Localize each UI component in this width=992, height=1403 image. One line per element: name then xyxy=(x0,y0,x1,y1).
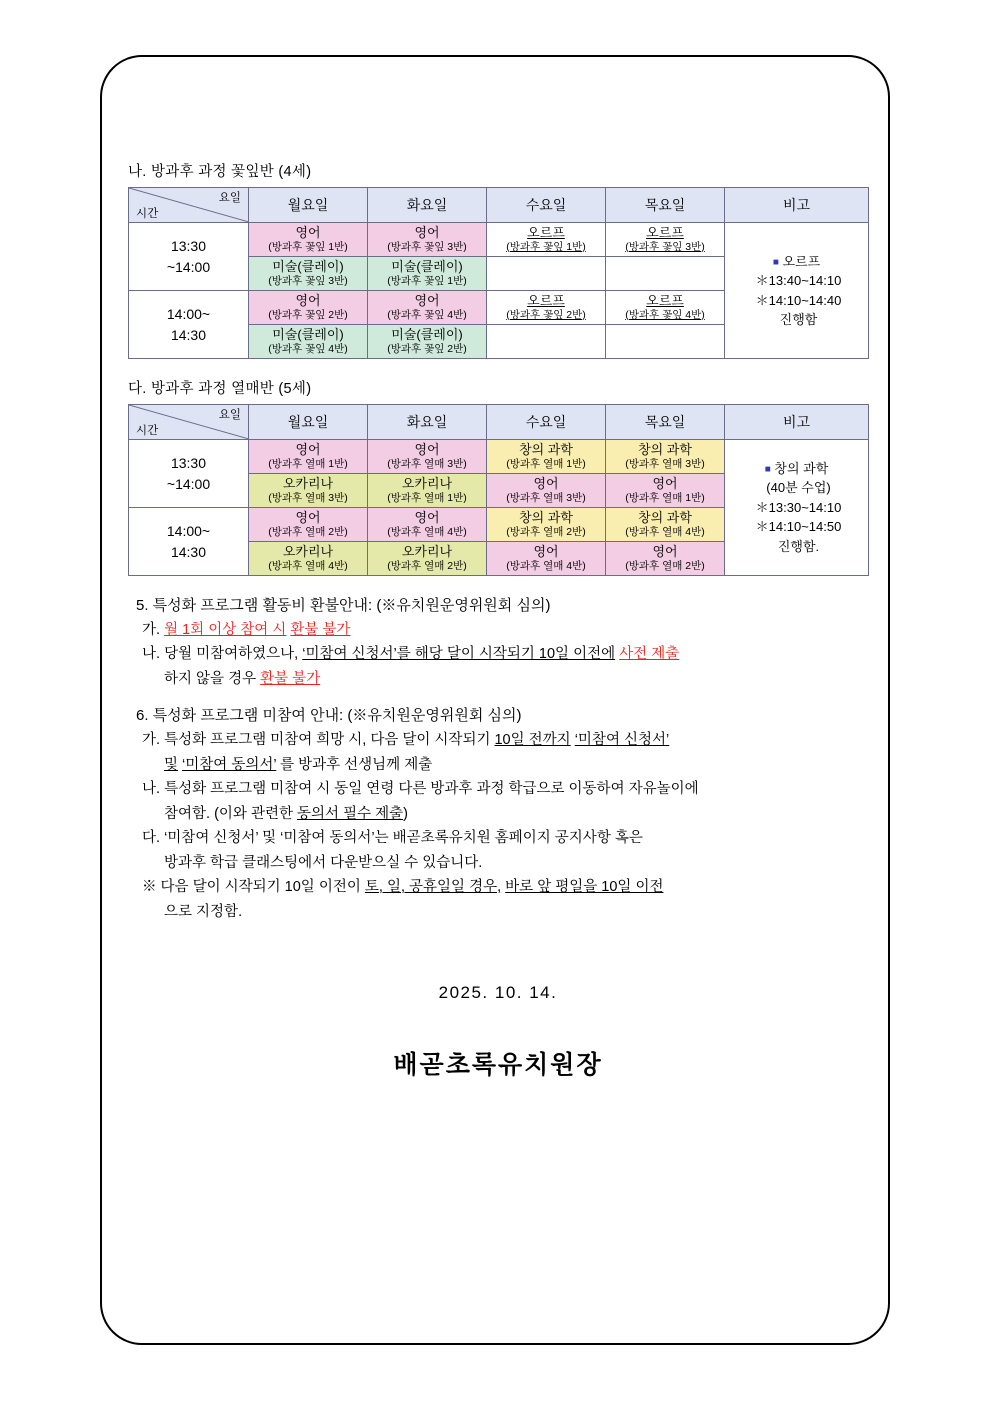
class-cell: 영어 (방과후 열매 2반) xyxy=(249,508,368,542)
item-text-emphasis: 사전 제출 xyxy=(619,646,680,663)
time-text: 14:00~ 14:30 xyxy=(166,306,211,343)
class-cell: 창의 과학 (방과후 열매 1반) xyxy=(487,440,606,474)
table-corner-header xyxy=(129,405,249,440)
item-text: 특성화 프로그램 미참여 시 동일 연령 다른 방과후 과정 학급으로 이동하여 자유놀이에 xyxy=(164,781,699,798)
class-cell: 영어 (방과후 꽃잎 1반) xyxy=(249,223,368,257)
item-text-underline: 바로 앞 평일을 10일 이전 xyxy=(505,879,664,896)
section-6-item-c xyxy=(128,827,868,849)
item-label: ※ xyxy=(142,879,157,896)
remark-line: ＊14:10~14:40 xyxy=(755,292,842,308)
column-header: 화요일 xyxy=(368,188,487,223)
section-6-item-b xyxy=(128,778,868,800)
class-cell: 창의 과학 (방과후 열매 3반) xyxy=(606,440,725,474)
item-label: 가. xyxy=(142,622,161,638)
column-header: 화요일 xyxy=(368,405,487,440)
class-cell: 오르프 (방과후 꽃잎 1반) xyxy=(487,223,606,257)
item-text: 으로 지정함. xyxy=(164,903,243,920)
item-text-underline: 를 해당 달이 시작되기 10일 이전에 xyxy=(396,646,616,663)
bullet-square-icon: ■ xyxy=(764,463,771,475)
time-text: 13:30 ~14:00 xyxy=(166,238,211,275)
remark-cell-flower xyxy=(725,223,869,359)
class-cell: 영어 (방과후 꽃잎 3반) xyxy=(368,223,487,257)
class-cell: 영어 (방과후 열매 3반) xyxy=(487,474,606,508)
column-header: 비고 xyxy=(725,405,869,440)
table-corner-header xyxy=(129,188,249,223)
item-text-emphasis: 환불 불가 xyxy=(260,670,321,687)
class-cell: 오르프 (방과후 꽃잎 4반) xyxy=(606,291,725,325)
bullet-square-icon: ■ xyxy=(772,256,779,268)
class-cell: 오카리나 (방과후 열매 4반) xyxy=(249,542,368,576)
section-5-item-b-cont xyxy=(128,668,868,690)
class-cell-empty xyxy=(487,325,606,359)
section-6-heading: 6. 특성화 프로그램 미참여 안내: (※유치원운영위원회 심의) xyxy=(136,707,522,725)
time-label xyxy=(129,508,249,576)
class-cell: 영어 (방과후 꽃잎 2반) xyxy=(249,291,368,325)
class-cell: 오르프 (방과후 꽃잎 2반) xyxy=(487,291,606,325)
section-5-heading: 5. 특성화 프로그램 활동비 환불안내: (※유치원운영위원회 심의) xyxy=(136,597,551,614)
item-text: 하지 않을 경우 xyxy=(164,670,257,687)
item-text: ) xyxy=(403,805,408,822)
document-signer: 배곧초록유치원장 xyxy=(393,1051,603,1080)
class-cell: 창의 과학 (방과후 열매 2반) xyxy=(487,508,606,542)
section-5-item-a xyxy=(128,619,868,641)
section-5-item-b xyxy=(128,643,868,665)
document-date: 2025. 10. 14. xyxy=(438,983,558,1003)
class-cell: 영어 (방과후 열매 4반) xyxy=(368,508,487,542)
item-label: 나. xyxy=(142,646,161,663)
item-text-underline: 동의서 필수 제출 xyxy=(297,805,404,822)
time-text: 13:30 ~14:00 xyxy=(166,455,211,492)
class-cell: 영어 (방과후 열매 4반) xyxy=(487,542,606,576)
class-cell: 오카리나 (방과후 열매 3반) xyxy=(249,474,368,508)
remark-line: ＊14:10~14:50 xyxy=(755,519,842,535)
item-text: 참여함. (이와 관련한 xyxy=(164,805,293,822)
time-label xyxy=(129,291,249,359)
section-6-item-note xyxy=(128,876,868,898)
column-header: 수요일 xyxy=(487,188,606,223)
section-title-flower: 나. 방과후 과정 꽃잎반 (4세) xyxy=(128,164,312,180)
class-cell: 영어 (방과후 열매 1반) xyxy=(606,474,725,508)
corner-label-day: 요일 xyxy=(218,192,241,204)
class-cell: 창의 과학 (방과후 열매 4반) xyxy=(606,508,725,542)
corner-label-time: 시간 xyxy=(136,425,159,437)
column-header: 목요일 xyxy=(606,405,725,440)
item-text: 월 1회 이상 참여 시 xyxy=(164,622,287,638)
class-cell: 오카리나 (방과후 열매 2반) xyxy=(368,542,487,576)
section-6-item-c-cont xyxy=(128,852,868,874)
item-text-underline: 및 xyxy=(164,756,179,773)
time-text: 14:00~ 14:30 xyxy=(166,523,211,560)
remark-cell-fruit xyxy=(725,440,869,576)
column-header: 비고 xyxy=(725,188,869,223)
item-text: ‘미참여 신청서’ 및 ‘미참여 동의서’는 배곧초록유치원 홈페이지 공지사항 혹은 xyxy=(164,830,643,847)
class-cell: 미술(클레이) (방과후 꽃잎 4반) xyxy=(249,325,368,359)
corner-label-day: 요일 xyxy=(218,409,241,421)
class-cell-empty xyxy=(606,325,725,359)
item-text: 특성화 프로그램 미참여 희망 시, 다음 달이 시작되기 xyxy=(164,732,491,749)
schedule-table-fruit xyxy=(128,404,869,576)
item-text-underline: 10일 전까지 xyxy=(494,732,571,749)
class-cell: 오카리나 (방과후 열매 1반) xyxy=(368,474,487,508)
remark-line: 창의 과학 xyxy=(774,460,829,476)
class-cell: 미술(클레이) (방과후 꽃잎 1반) xyxy=(368,257,487,291)
section-5 xyxy=(128,594,868,690)
remark-line: 진행함. xyxy=(777,538,820,554)
item-label: 나. xyxy=(142,781,161,798)
class-cell: 영어 (방과후 열매 3반) xyxy=(368,440,487,474)
column-header: 수요일 xyxy=(487,405,606,440)
column-header: 월요일 xyxy=(249,405,368,440)
remark-line: 진행함 xyxy=(779,312,818,327)
item-text-underline: 토, 일, 공휴일일 경우, xyxy=(364,879,502,896)
column-header: 목요일 xyxy=(606,188,725,223)
remark-line: ＊13:30~14:10 xyxy=(755,499,842,515)
column-header: 월요일 xyxy=(249,188,368,223)
schedule-table-flower xyxy=(128,187,869,359)
section-6-item-note-cont xyxy=(128,901,868,923)
time-label xyxy=(129,223,249,291)
class-cell: 영어 (방과후 열매 1반) xyxy=(249,440,368,474)
item-text-underline: ‘미참여 신청서’ xyxy=(302,646,397,663)
section-6-item-b-cont xyxy=(128,803,868,825)
item-label: 가. xyxy=(142,732,161,749)
class-cell: 오르프 (방과후 꽃잎 3반) xyxy=(606,223,725,257)
item-label: 다. xyxy=(142,830,161,847)
item-text-underline: ‘미참여 신청서’ xyxy=(574,732,670,749)
class-cell: 영어 (방과후 꽃잎 4반) xyxy=(368,291,487,325)
item-text: 당월 미참여하였으나, xyxy=(164,646,299,663)
section-title-fruit: 다. 방과후 과정 열매반 (5세) xyxy=(128,381,312,397)
section-6-item-a-cont xyxy=(128,754,868,776)
item-text: 다음 달이 시작되기 10일 이전이 xyxy=(160,879,361,896)
time-label xyxy=(129,440,249,508)
class-cell: 미술(클레이) (방과후 꽃잎 3반) xyxy=(249,257,368,291)
remark-line: (40분 수업) xyxy=(766,480,831,496)
class-cell: 영어 (방과후 열매 2반) xyxy=(606,542,725,576)
item-text-emphasis: 환불 불가 xyxy=(290,622,351,638)
class-cell-empty xyxy=(487,257,606,291)
corner-label-time: 시간 xyxy=(136,208,159,220)
class-cell-empty xyxy=(606,257,725,291)
document-content xyxy=(128,160,868,1081)
class-cell: 미술(클레이) (방과후 꽃잎 2반) xyxy=(368,325,487,359)
item-text: 를 방과후 선생님께 제출 xyxy=(280,756,433,773)
remark-line: ＊13:40~14:10 xyxy=(755,273,842,288)
item-text-underline: ‘미참여 동의서’ xyxy=(182,756,277,773)
item-text: 방과후 학급 클래스팅에서 다운받으실 수 있습니다. xyxy=(164,854,483,871)
section-6-item-a xyxy=(128,729,868,751)
remark-line: 오르프 xyxy=(782,253,821,269)
section-6 xyxy=(128,704,868,923)
